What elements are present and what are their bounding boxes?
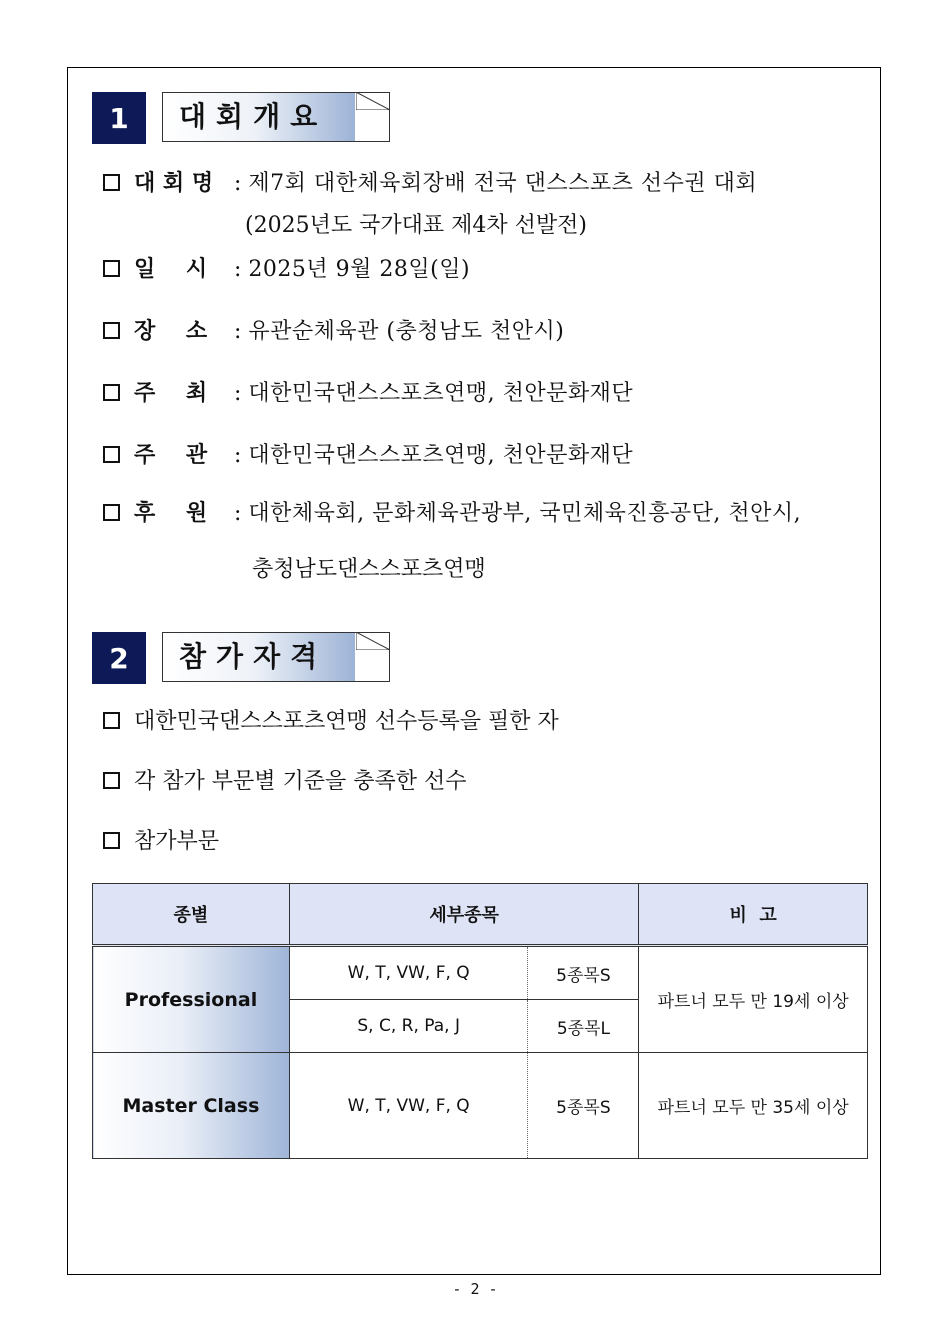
info-row-organizer: 주 관 : 대한민국댄스스포츠연맹, 천안문화재단 [103,440,633,471]
category-master: Master Class [93,1053,290,1159]
section-2-title-text: 참가자격 [179,640,328,673]
info-label: 일 시 [134,256,208,282]
eligibility-item [103,767,467,797]
info-label: 대 회 명 [134,170,214,196]
section-1-title [162,92,390,142]
info-label: 주 최 [134,380,208,406]
info-value: 제7회 대한체육회장배 전국 댄스스포츠 선수권 대회 [248,171,758,196]
checkbox-icon [103,446,120,463]
checkbox-icon [103,504,120,521]
checkbox-icon [103,322,120,339]
info-row-sponsor: 후 원 : 대한체육회, 문화체육관광부, 국민체육진흥공단, 천안시, [103,498,801,529]
info-value: 2025년 9월 28일(일) [248,257,471,282]
events-cell: W, T, VW, F, Q [289,1053,528,1159]
info-row-date: 일 시 : 2025년 9월 28일(일) [103,254,470,285]
info-value: 대한민국댄스스포츠연맹, 천안문화재단 [248,443,634,468]
header-note: 비 고 [639,884,868,946]
info-value: 대한체육회, 문화체육관광부, 국민체육진흥공단, 천안시, [248,501,802,526]
info-row-venue: 장 소 : 유관순체육관 (충청남도 천안시) [103,316,564,347]
page-fold-icon [356,92,390,110]
info-row-host: 주 최 : 대한민국댄스스포츠연맹, 천안문화재단 [103,378,633,409]
header-events: 세부종목 [289,884,638,946]
section-2-title [162,632,390,682]
note-master: 파트너 모두 만 35세 이상 [639,1053,868,1159]
eligibility-item [103,827,219,857]
category-table [92,883,868,1159]
checkbox-icon [103,772,120,789]
checkbox-icon [103,712,120,729]
checkbox-icon [103,260,120,277]
eligibility-text: 대한민국댄스스포츠연맹 선수등록을 필한 자 [134,709,559,734]
info-row-name: 대 회 명 : 제7회 대한체육회장배 전국 댄스스포츠 선수권 대회 [103,168,757,199]
info-label: 후 원 [134,500,208,526]
info-label: 주 관 [134,442,208,468]
count-cell: 5종목S [528,946,639,1000]
events-cell: W, T, VW, F, Q [289,946,528,1000]
events-cell: S, C, R, Pa, J [289,1000,528,1053]
count-cell: 5종목S [528,1053,639,1159]
section-1-number: 1 [92,92,146,144]
info-value: 대한민국댄스스포츠연맹, 천안문화재단 [248,381,634,406]
header-category: 종별 [93,884,290,946]
section-2-number: 2 [92,632,146,684]
checkbox-icon [103,832,120,849]
checkbox-icon [103,174,120,191]
note-professional: 파트너 모두 만 19세 이상 [639,946,868,1053]
table-header-row [93,884,868,946]
page-number: - 2 - [452,1280,498,1298]
info-row-name-continuation: (2025년도 국가대표 제4차 선발전) [245,213,587,238]
table-row [93,1053,868,1159]
checkbox-icon [103,384,120,401]
section-1-title-text: 대회개요 [179,100,328,133]
eligibility-item [103,707,559,737]
info-label: 장 소 [134,318,208,344]
table-row [93,946,868,1000]
info-value: 유관순체육관 (충청남도 천안시) [248,319,565,344]
page-fold-icon [356,632,390,650]
count-cell: 5종목L [528,1000,639,1053]
eligibility-text: 각 참가 부문별 기준을 충족한 선수 [134,769,467,794]
category-professional: Professional [93,946,290,1053]
eligibility-text: 참가부문 [134,829,220,854]
info-row-sponsor-continuation: 충청남도댄스스포츠연맹 [252,557,486,582]
